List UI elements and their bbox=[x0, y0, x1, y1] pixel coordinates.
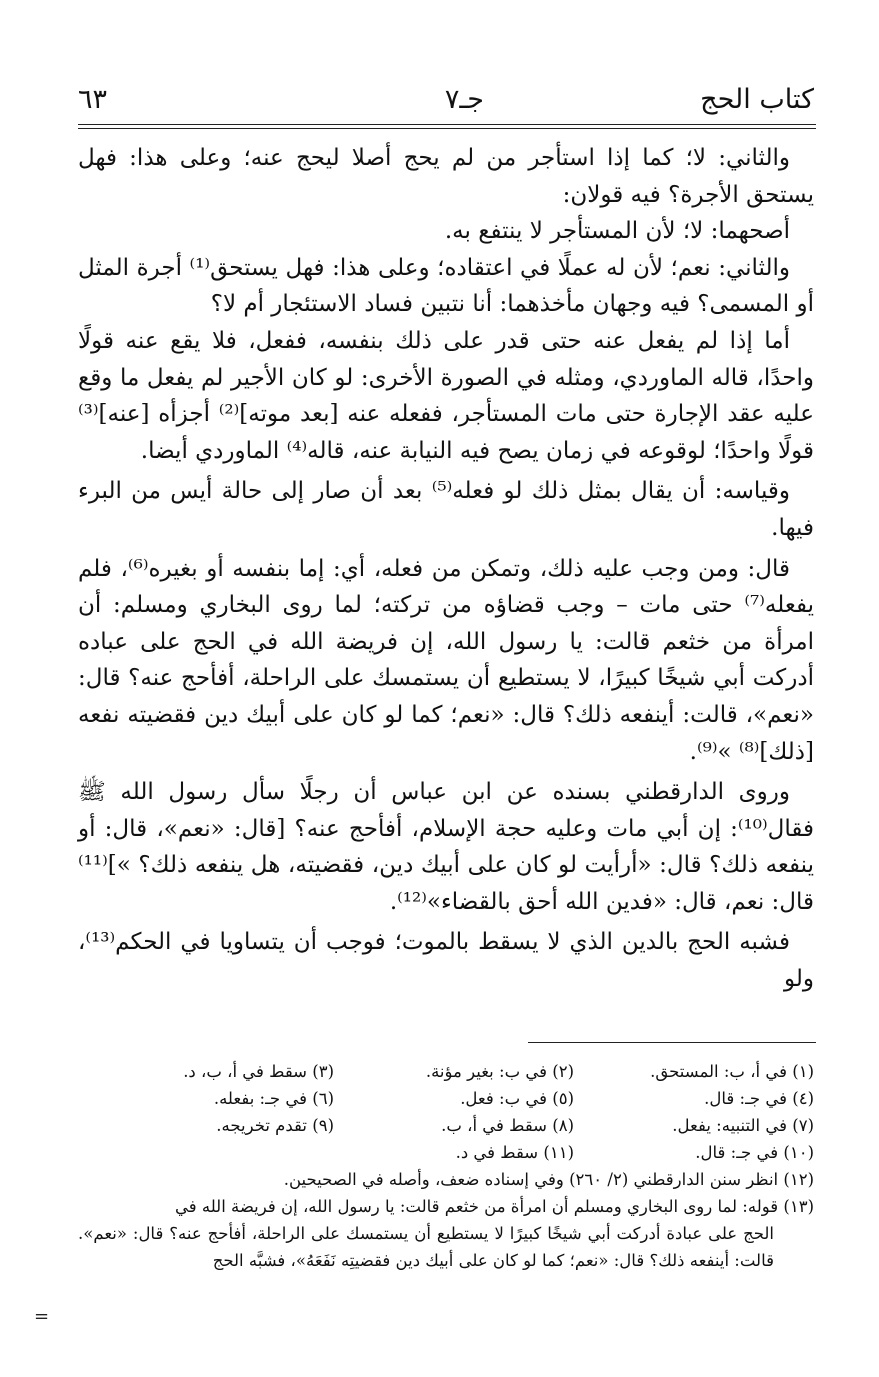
footnote: (٢) في ب: بغير مؤنة. bbox=[425, 1062, 574, 1081]
footnote-row bbox=[78, 1085, 814, 1112]
footnote-row bbox=[78, 1112, 814, 1139]
book-title: كتاب الحج bbox=[700, 84, 814, 115]
header-rule bbox=[78, 124, 816, 129]
paragraph: أما إذا لم يفعل عنه حتى قدر على ذلك بنفسه، ففعل، فلا يقع عنه قولًا واحدًا، قاله الماوردي، ومثله في الصورة الأخرى: لو كان الأجير لم يفعل ما وقع عليه عقد الإجارة حتى مات المستأجر، ففعله عنه [بعد موته]⁽²⁾ أجزأه [عنه]⁽³⁾ قولًا واحدًا؛ لوقوعه في زمان يصح فيه النيابة عنه، قاله⁽⁴⁾ الماوردي أيضا. bbox=[78, 327, 815, 464]
footnote: (٨) سقط في أ، ب. bbox=[441, 1116, 574, 1135]
footnotes bbox=[78, 1058, 814, 1274]
paragraph: قال: ومن وجب عليه ذلك، وتمكن من فعله، أي: إما بنفسه أو بغيره⁽⁶⁾، فلم يفعله⁽⁷⁾ حتى مات – وجب قضاؤه من تركته؛ لما روى البخاري ومسلم: أن امرأة من خثعم قالت: يا رسول الله، إن فريضة الله في الحج على عباده أدركت أبي شيخًا كبيرًا، لا يستطيع أن يستمسك على الراحلة، أفأحج عنه؟ قال: «نعم»، قالت: أينفعه ذلك؟ قال: «نعم؛ كما لو كان على أبيك دين فقضيته نفعه [ذلك]⁽⁸⁾ »⁽⁹⁾. bbox=[78, 555, 814, 765]
paragraph: وروى الدارقطني بسنده عن ابن عباس أن رجلًا سأل رسول الله ﷺ فقال⁽¹⁰⁾: إن أبي مات وعليه حجة الإسلام، أفأحج عنه؟ [قال: «نعم»، قال: أو ينفعه ذلك؟ قال: «أرأيت لو كان على أبيك دين، فقضيته، هل ينفعه ذلك؟ »]⁽¹¹⁾ قال: نعم، قال: «فدين الله أحق بالقضاء»⁽¹²⁾. bbox=[78, 779, 815, 915]
footnote-12: (١٢) انظر سنن الدارقطني (٢/ ٢٦٠) وفي إسناده ضعف، وأصله في الصحيحين. bbox=[283, 1170, 814, 1189]
paragraph: والثاني: لا؛ كما إذا استأجر من لم يحج أصلا ليحج عنه؛ وعلى هذا: فهل يستحق الأجرة؟ فيه قولان: bbox=[78, 145, 814, 208]
volume-number: جـ٧ bbox=[444, 84, 484, 115]
paragraph: وقياسه: أن يقال بمثل ذلك لو فعله⁽⁵⁾ بعد أن صار إلى حالة أيس من البرء فيها. bbox=[78, 478, 814, 541]
footnote: (٩) تقدم تخريجه. bbox=[216, 1116, 334, 1135]
footnote: (٧) في التنبيه: يفعل. bbox=[672, 1116, 814, 1135]
paragraph: والثاني: نعم؛ لأن له عملًا في اعتقاده؛ وعلى هذا: فهل يستحق⁽¹⁾ أجرة المثل أو المسمى؟ فيه وجهان مأخذهما: أنا نتبين فساد الاستئجار أم لا؟ bbox=[78, 254, 814, 318]
running-header bbox=[78, 78, 814, 118]
page-number: ٦٣ bbox=[78, 84, 108, 115]
footnote: (١) في أ، ب: المستحق. bbox=[650, 1062, 814, 1081]
footnote: (٣) سقط في أ، ب، د. bbox=[183, 1062, 334, 1081]
footnote-13-continuation: الحج على عبادة أدركت أبي شيخًا كبيرًا لا يستطيع أن يستمسك على الراحلة، أفأحج عنه؟ قال: «نعم». قالت: أينفعه ذلك؟ قال: «نعم؛ كما لو كان على أبيك دين فقضيتِه نَفَعَهُ»، فشبَّه الحج bbox=[78, 1224, 774, 1270]
footnote-separator bbox=[528, 1042, 816, 1043]
footnote: (٥) في ب: فعل. bbox=[460, 1089, 574, 1108]
footnote-13: (١٣) قوله: لما روى البخاري ومسلم أن امرأة من خثعم قالت: يا رسول الله، إن فريضة الله في bbox=[174, 1197, 814, 1216]
main-text bbox=[78, 140, 814, 998]
footnote: (١٠) في جـ: قال. bbox=[695, 1143, 814, 1162]
paragraph: فشبه الحج بالدين الذي لا يسقط بالموت؛ فوجب أن يتساويا في الحكم⁽¹³⁾، ولو bbox=[78, 929, 814, 993]
footnote: (١١) سقط في د. bbox=[455, 1143, 574, 1162]
footnote-row bbox=[78, 1139, 814, 1166]
footnote-row bbox=[78, 1058, 814, 1085]
paragraph: أصحهما: لا؛ لأن المستأجر لا ينتفع به. bbox=[444, 218, 790, 245]
footnote: (٤) في جـ: قال. bbox=[704, 1089, 814, 1108]
margin-mark: = bbox=[34, 1306, 50, 1327]
footnote: (٦) في جـ: بفعله. bbox=[213, 1089, 334, 1108]
